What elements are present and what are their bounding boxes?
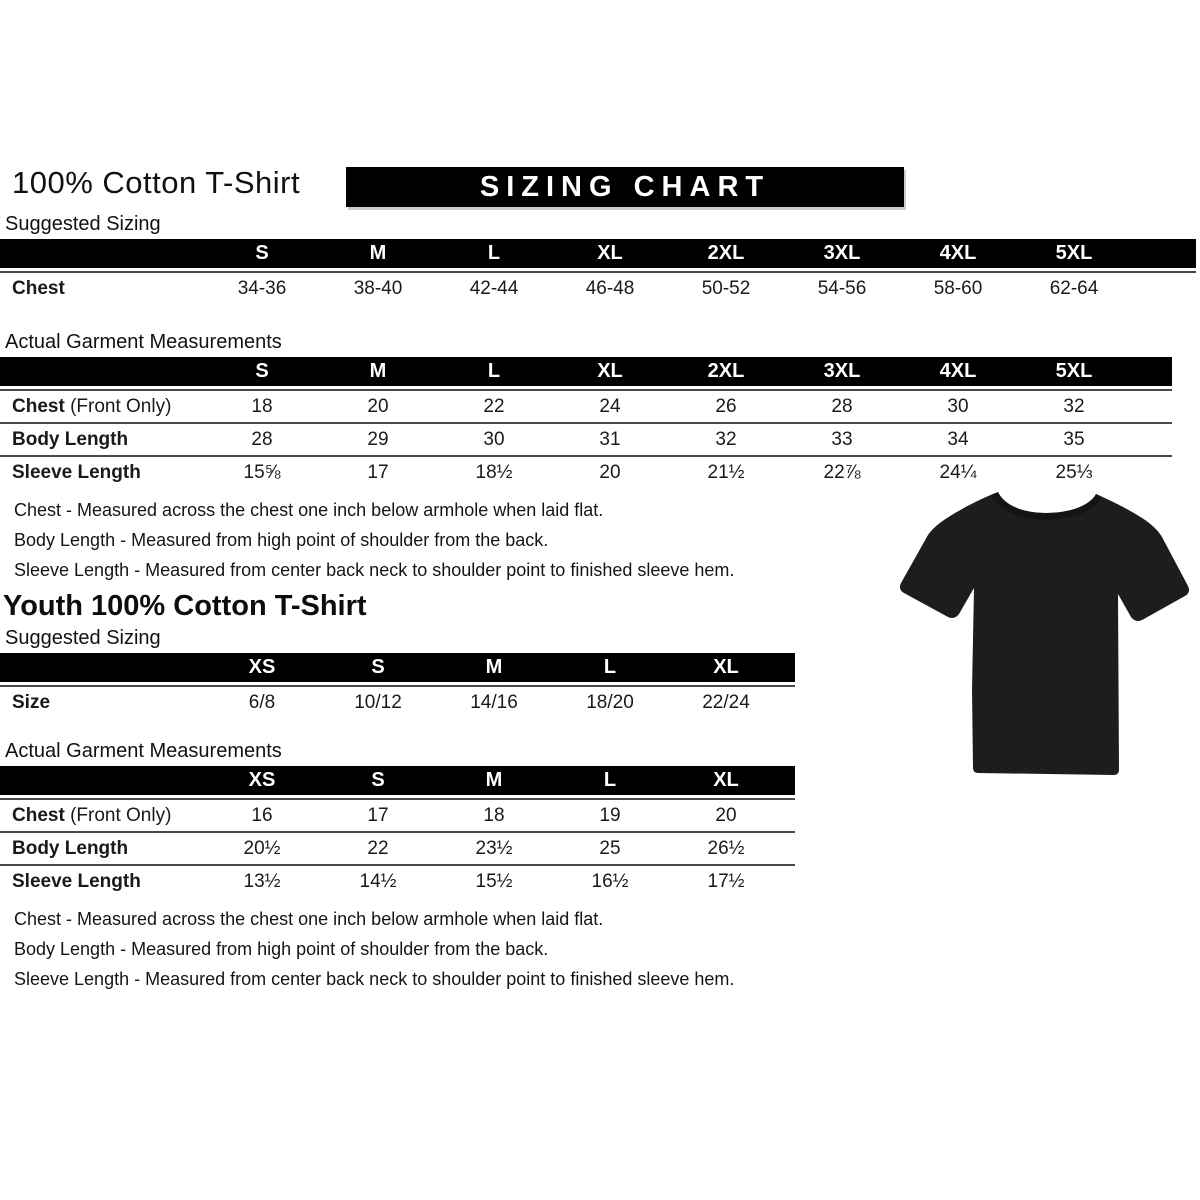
cell: 50-52 (701, 277, 751, 299)
adult-garment-measurements-table (0, 357, 1172, 487)
row-label: Chest (Front Only) (12, 395, 172, 417)
column-header-5xl: 5XL (1055, 242, 1093, 264)
row-label: Sleeve Length (12, 461, 141, 483)
cell: 18/20 (586, 691, 634, 713)
divider (0, 798, 795, 800)
black-tshirt-image (895, 478, 1195, 808)
note-body-length: Body Length - Measured from high point of shoulder from the back. (14, 530, 549, 550)
column-header-l: L (603, 656, 617, 678)
row-label: Chest (12, 277, 65, 299)
column-header-xl: XL (713, 656, 739, 678)
cell: 22 (483, 395, 505, 417)
cell: 18 (483, 804, 505, 826)
column-header-xl: XL (597, 360, 623, 382)
cell: 15⅝ (243, 461, 281, 483)
table-row-sleeve-length (0, 867, 795, 896)
adult-garment-measurements-label: Actual Garment Measurements (5, 331, 282, 353)
cell: 28 (251, 428, 273, 450)
cell: 54-56 (817, 277, 867, 299)
column-header-4xl: 4XL (939, 360, 977, 382)
cell: 33 (831, 428, 853, 450)
note-sleeve-length: Sleeve Length - Measured from center back neck to shoulder point to finished sleeve hem. (14, 969, 735, 989)
youth-garment-measurements-label: Actual Garment Measurements (5, 740, 282, 762)
sizing-chart-banner: SIZING CHART (346, 167, 904, 207)
cell: 18½ (475, 461, 513, 483)
cell: 16 (251, 804, 273, 826)
cell: 20½ (243, 837, 281, 859)
column-header-2xl: 2XL (707, 242, 745, 264)
note-chest: Chest - Measured across the chest one inch below armhole when laid flat. (14, 500, 604, 520)
cell: 20 (367, 395, 389, 417)
column-header-m: M (369, 242, 387, 264)
cell: 26 (715, 395, 737, 417)
column-header-m: M (369, 360, 387, 382)
cell: 30 (947, 395, 969, 417)
cell: 19 (599, 804, 621, 826)
column-header-s: S (255, 360, 269, 382)
cell: 34 (947, 428, 969, 450)
page-title: 100% Cotton T-Shirt (12, 165, 301, 200)
column-header-s: S (371, 656, 385, 678)
table-row-size (0, 688, 795, 717)
youth-measurement-notes (0, 909, 1200, 990)
note-chest: Chest - Measured across the chest one inch below armhole when laid flat. (14, 909, 604, 929)
column-header-2xl: 2XL (707, 360, 745, 382)
cell: 29 (367, 428, 389, 450)
tshirt-graphic (895, 478, 1195, 808)
table-row-chest (0, 801, 795, 830)
cell: 24¼ (939, 461, 977, 483)
cell: 28 (831, 395, 853, 417)
divider (0, 685, 795, 687)
cell: 18 (251, 395, 273, 417)
table-header-row (0, 653, 795, 682)
divider (0, 271, 1196, 273)
cell: 25⅓ (1055, 461, 1093, 483)
cell: 20 (599, 461, 621, 483)
column-header-3xl: 3XL (823, 242, 861, 264)
cell: 10/12 (354, 691, 402, 713)
page-header (0, 163, 1200, 211)
cell: 26½ (707, 837, 745, 859)
column-header-xl: XL (597, 242, 623, 264)
column-header-l: L (487, 242, 501, 264)
column-header-s: S (371, 769, 385, 791)
table-row-body-length (0, 834, 795, 863)
table-header-row (0, 766, 795, 795)
cell: 62-64 (1049, 277, 1099, 299)
column-header-4xl: 4XL (939, 242, 977, 264)
cell: 22⅞ (823, 461, 861, 483)
cell: 6/8 (248, 691, 276, 713)
cell: 24 (599, 395, 621, 417)
cell: 32 (1063, 395, 1085, 417)
row-label: Size (12, 691, 51, 713)
divider (0, 831, 795, 833)
row-label: Sleeve Length (12, 870, 141, 892)
divider (0, 455, 1172, 457)
youth-suggested-sizing-label: Suggested Sizing (5, 627, 161, 649)
youth-section-title: Youth 100% Cotton T-Shirt (3, 590, 367, 622)
youth-garment-measurements-table (0, 766, 795, 896)
table-row-body-length (0, 425, 1172, 454)
cell: 23½ (475, 837, 513, 859)
column-header-5xl: 5XL (1055, 360, 1093, 382)
cell: 22 (367, 837, 389, 859)
cell: 14½ (359, 870, 397, 892)
column-header-l: L (487, 360, 501, 382)
cell: 30 (483, 428, 505, 450)
cell: 21½ (707, 461, 745, 483)
table-header-row (0, 357, 1172, 386)
youth-suggested-sizing-table (0, 653, 795, 717)
table-row-chest (0, 392, 1172, 421)
cell: 34-36 (237, 277, 287, 299)
column-header-xs: XS (248, 769, 276, 791)
row-label: Chest (Front Only) (12, 804, 172, 826)
cell: 16½ (591, 870, 629, 892)
column-header-xl: XL (713, 769, 739, 791)
column-header-m: M (485, 769, 503, 791)
divider (0, 389, 1172, 391)
note-body-length: Body Length - Measured from high point of shoulder from the back. (14, 939, 549, 959)
column-header-3xl: 3XL (823, 360, 861, 382)
cell: 20 (715, 804, 737, 826)
table-row-chest (0, 274, 1196, 303)
cell: 25 (599, 837, 621, 859)
column-header-s: S (255, 242, 269, 264)
cell: 22/24 (702, 691, 750, 713)
column-header-xs: XS (248, 656, 276, 678)
cell: 38-40 (353, 277, 403, 299)
column-header-l: L (603, 769, 617, 791)
note-sleeve-length: Sleeve Length - Measured from center back neck to shoulder point to finished sleeve hem. (14, 560, 735, 580)
cell: 14/16 (470, 691, 518, 713)
cell: 31 (599, 428, 621, 450)
table-header-row (0, 239, 1196, 268)
cell: 35 (1063, 428, 1085, 450)
row-label: Body Length (12, 837, 129, 859)
cell: 42-44 (469, 277, 519, 299)
cell: 15½ (475, 870, 513, 892)
cell: 17½ (707, 870, 745, 892)
cell: 13½ (243, 870, 281, 892)
cell: 58-60 (933, 277, 983, 299)
cell: 46-48 (585, 277, 635, 299)
row-label: Body Length (12, 428, 129, 450)
divider (0, 422, 1172, 424)
cell: 17 (367, 461, 389, 483)
cell: 32 (715, 428, 737, 450)
adult-suggested-sizing-label: Suggested Sizing (5, 213, 161, 235)
column-header-m: M (485, 656, 503, 678)
divider (0, 864, 795, 866)
adult-suggested-sizing-table (0, 239, 1196, 303)
cell: 17 (367, 804, 389, 826)
